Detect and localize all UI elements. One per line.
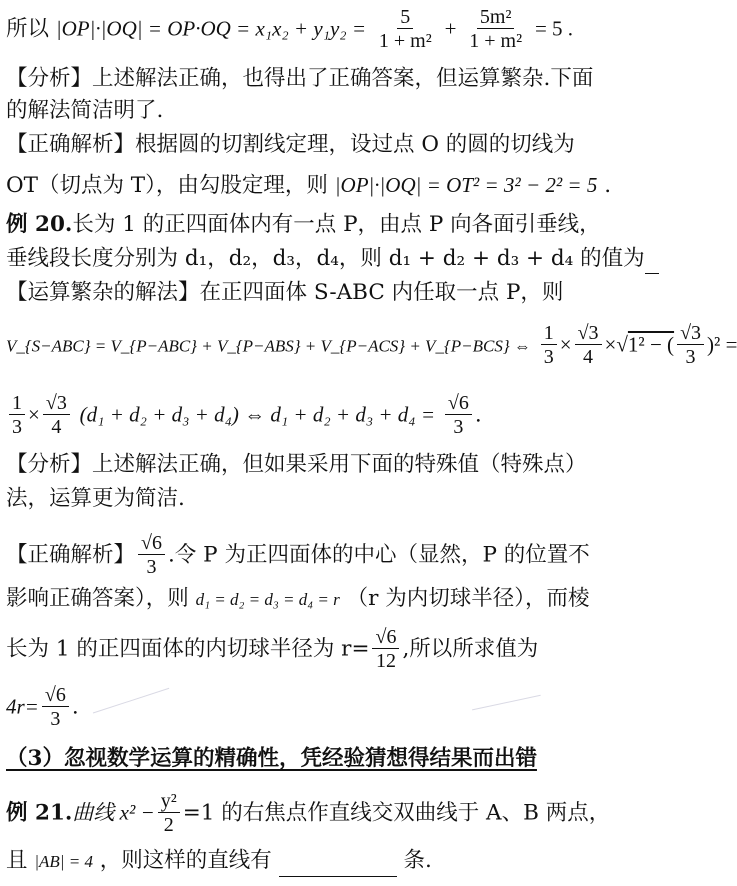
text: =1 的右焦点作直线交双曲线于 A、B 两点， bbox=[182, 800, 611, 826]
math-expression: V_{S−ABC} = V_{P−ABC} + V_{P−ABS} + V_{P−ACS} + V_{P−BCS} ⇔ bbox=[6, 336, 531, 356]
text: OT（切点为 T），由勾股定理，则 bbox=[6, 173, 328, 198]
fraction: $\frac{\text{y²}}{2}$ bbox=[158, 790, 180, 837]
example-label: 例 20. bbox=[6, 212, 73, 237]
fraction: $\frac{√3}{4}$ bbox=[575, 322, 602, 369]
fraction: $\frac{√6}{3}$ bbox=[42, 684, 69, 731]
line-8: 【运算繁杂的解法】在正四面体 S-ABC 内任取一点 P，则 bbox=[6, 280, 564, 305]
line-4: 【正确解析】根据圆的切割线定理，设过点 O 的圆的切线为 bbox=[6, 132, 575, 157]
math-expression: |AB| = 4 bbox=[34, 852, 93, 871]
line-5 bbox=[6, 170, 634, 201]
math-expression: d₁ = d₂ = d₃ = d₄ = r bbox=[195, 590, 340, 609]
line-16: 4r= $\frac{√6}{3}$ . bbox=[6, 684, 79, 730]
math-operator: + bbox=[444, 16, 457, 41]
line-6 bbox=[6, 210, 634, 240]
answer-blank bbox=[645, 251, 659, 274]
line-19 bbox=[6, 846, 634, 877]
fraction: $\frac{\text{5m²}}{\text{1 + m²}}$ bbox=[469, 6, 523, 52]
line-7 bbox=[6, 244, 645, 274]
text: 长为 1 的正四面体的内切球半径为 r= bbox=[6, 636, 370, 662]
text: ，则这样的直线有 bbox=[99, 848, 272, 873]
line-12: 法，运算更为简洁. bbox=[6, 486, 185, 511]
fraction: $\frac{1}{3}$ bbox=[541, 322, 557, 369]
text: 【正确解析】 bbox=[6, 542, 136, 568]
math-expression: )² = bbox=[707, 332, 737, 357]
fraction: $\frac{√3}{4}$ bbox=[43, 392, 70, 439]
fraction: $\frac{1}{3}$ bbox=[9, 392, 25, 439]
line-13 bbox=[6, 532, 634, 579]
text: .令 P 为正四面体的中心（显然，P 的位置不 bbox=[168, 542, 590, 568]
text: 条. bbox=[403, 848, 432, 873]
math-expression: 曲线 x² − bbox=[72, 800, 155, 825]
fraction: $\frac{√6}{3}$ bbox=[445, 392, 472, 439]
math-expression: = 5 . bbox=[534, 16, 574, 41]
fraction: $\frac{√6}{12}$ bbox=[372, 626, 399, 673]
text: ,所以所求值为 bbox=[402, 636, 539, 662]
text: 且 bbox=[6, 848, 28, 873]
text: 影响正确答案），则 bbox=[6, 586, 189, 611]
math-expression: 4r= bbox=[6, 694, 39, 719]
fraction: $\frac{5}{\text{1 + m²}}$ bbox=[378, 6, 432, 52]
line-15 bbox=[6, 626, 634, 673]
fraction: $\frac{√6}{3}$ bbox=[138, 532, 165, 579]
line-14 bbox=[6, 584, 634, 615]
answer-blank bbox=[279, 854, 397, 877]
line-9: V_{S−ABC} = V_{P−ABC} + V_{P−ABS} + V_{P−ACS} + V_{P−BCS} ⇔ $\frac{1}{3}$ × $\frac{√3}{4}$ ×√1² − ( $\frac{√3}{3}$ )² = bbox=[6, 322, 737, 368]
text: 长为 1 的正四面体内有一点 P，由点 P 向各面引垂线， bbox=[72, 212, 601, 237]
text: （r 为内切球半径），而棱 bbox=[346, 586, 590, 611]
line-1 bbox=[6, 6, 634, 53]
text: 垂线段长度分别为 d₁，d₂，d₃，d₄，则 d₁ + d₂ + d₃ + d₄ 的值为 bbox=[6, 246, 645, 271]
math-expression: (d₁ + d₂ + d₃ + d₄) ⇔ d₁ + d₂ + d₃ + d₄ = bbox=[79, 402, 436, 427]
math-expression: |OP|·|OQ| = OP·OQ = x₁x₂ + y₁y₂ = bbox=[55, 16, 367, 41]
text: . bbox=[604, 173, 612, 198]
line-11: 【分析】上述解法正确，但如果采用下面的特殊值（特殊点） bbox=[6, 452, 587, 477]
line-3: 的解法简洁明了. bbox=[6, 98, 164, 123]
text: 所以 bbox=[6, 16, 50, 42]
example-label: 例 21. bbox=[6, 800, 73, 826]
section-heading: （3）忽视数学运算的精确性，凭经验猜想得结果而出错 bbox=[6, 746, 537, 771]
math-expression: 1² − ( bbox=[627, 332, 675, 357]
fraction: $\frac{√3}{3}$ bbox=[677, 322, 704, 369]
math-expression: |OP|·|OQ| = OT² = 3² − 2² = 5 bbox=[334, 173, 598, 197]
line-10: $\frac{1}{3}$ × $\frac{√3}{4}$ (d₁ + d₂ + d₃ + d₄) ⇔ d₁ + d₂ + d₃ + d₄ = $\frac{√6}{3}$ . bbox=[6, 392, 634, 439]
line-2: 【分析】上述解法正确，也得出了正确答案，但运算繁杂.下面 bbox=[6, 66, 594, 91]
line-18 bbox=[6, 790, 634, 837]
